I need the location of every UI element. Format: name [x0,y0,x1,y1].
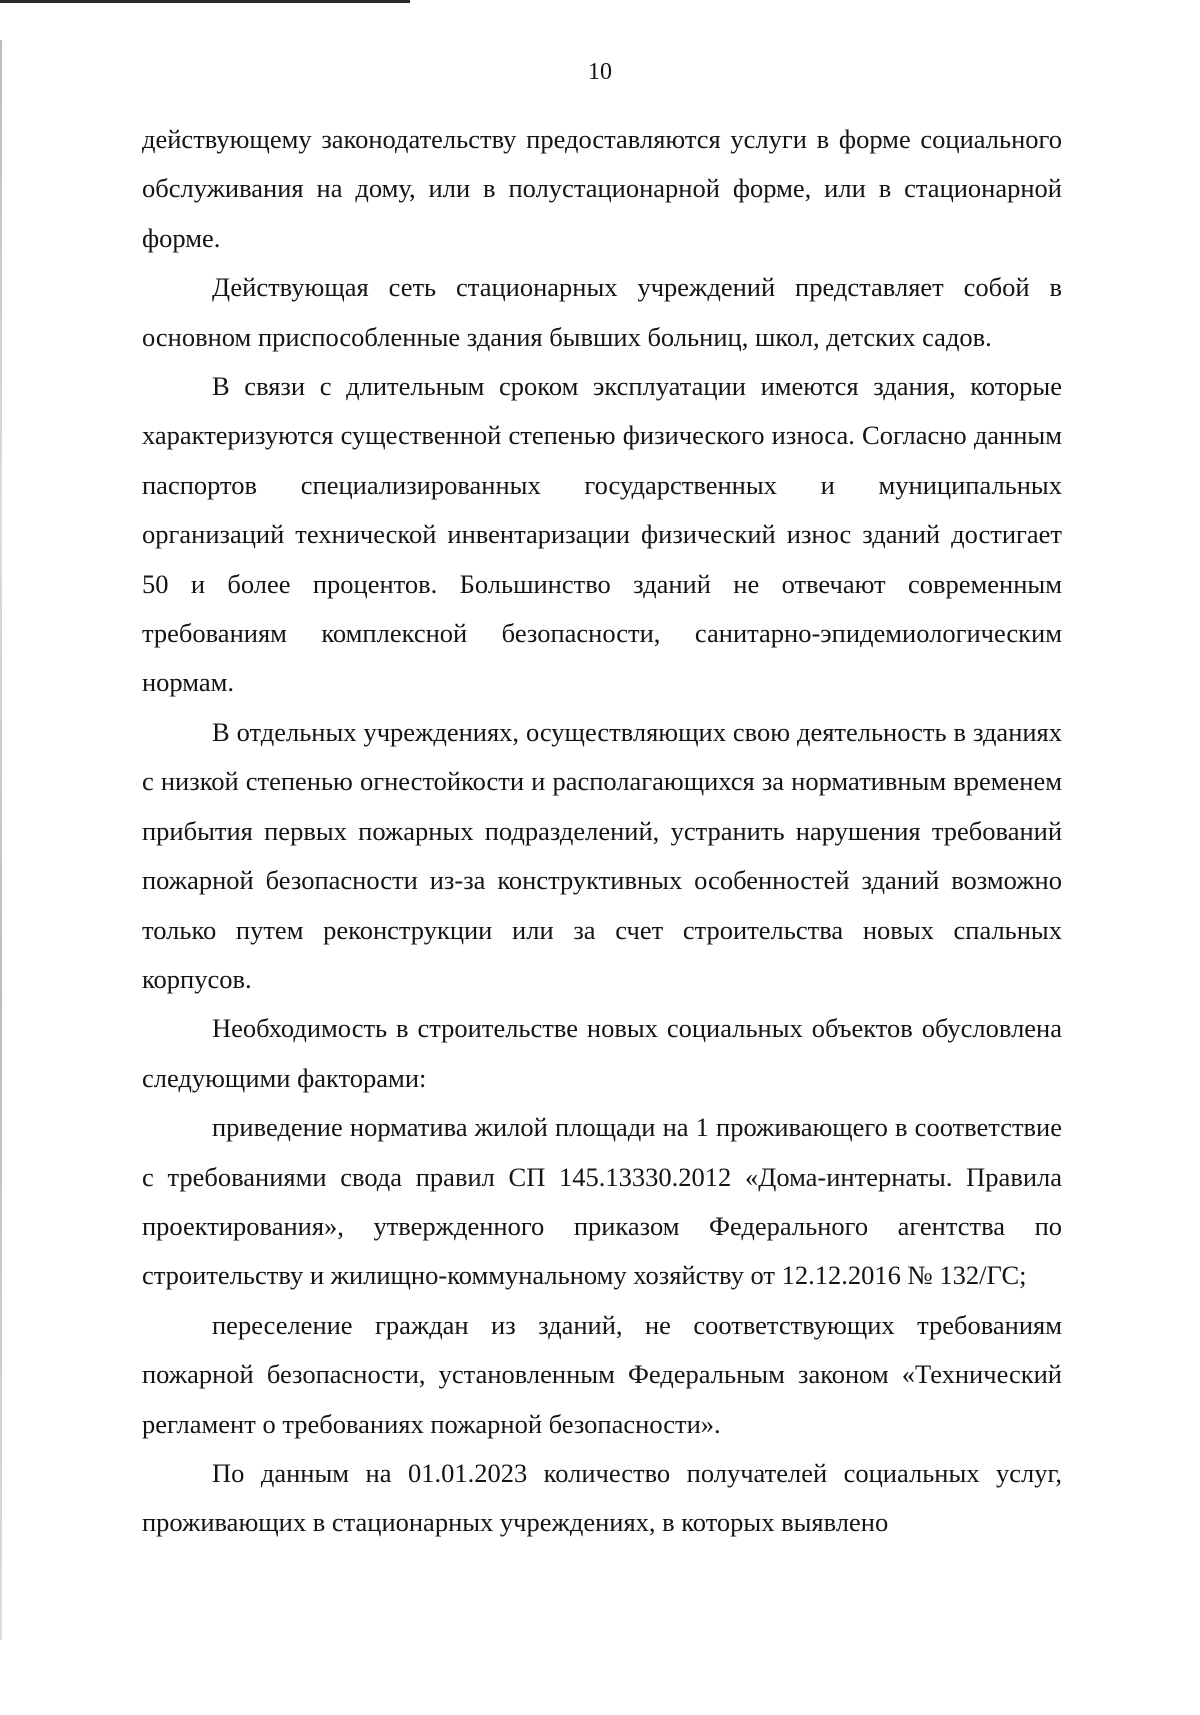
paragraph: действующему законодательству предоставляются услуги в форме социального обслуживания на дому, или в полустационарной форме, или в стационарной форме. [142,124,1062,253]
paragraph: В связи с длительным сроком эксплуатации имеются здания, которые характеризуются существенной степенью физического износа. Согласно данным паспортов специализированных государственных и муниципальных организаций технической инвентаризации физический износ зданий достигает 50 и более процентов. Большинство зданий не отвечают современным требованиям комплексной безопасности, санитарно-эпидемиологическим нормам. [142,371,1062,698]
top-rule [0,0,410,3]
paragraph: По данным на 01.01.2023 количество получателей социальных услуг, проживающих в стационарных учреждениях, в которых выявлено [142,1457,1062,1538]
list-item-paragraph: переселение граждан из зданий, не соответствующих требованиям пожарной безопасности, установленным Федеральным законом «Технический регламент о требованиях пожарной безопасности». [142,1309,1062,1439]
scan-edge [0,40,2,1640]
list-item-paragraph: приведение норматива жилой площади на 1 проживающего в соответствие с требованиями свода правил СП 145.13330.2012 «Дома-интернаты. Правила проектирования», утвержденного приказом Федерального агентства по строительству и жилищно-коммунальному хозяйству от 12.12.2016 № 132/ГС; [142,1112,1062,1291]
paragraph: Действующая сеть стационарных учреждений представляет собой в основном приспособленные здания бывших больниц, школ, детских садов. [142,272,1062,352]
document-body [142,115,1062,1548]
page-number: 10 [588,59,612,85]
paragraph: Необходимость в строительстве новых социальных объектов обусловлена следующими факторами: [142,1013,1062,1093]
paragraph: В отдельных учреждениях, осуществляющих свою деятельность в зданиях с низкой степенью огнестойкости и располагающихся за нормативным временем прибытия первых пожарных подразделений, устранить нарушения требований пожарной безопасности из-за конструктивных особенностей зданий возможно только путем реконструкции или за счет строительства новых спальных корпусов. [142,716,1062,994]
